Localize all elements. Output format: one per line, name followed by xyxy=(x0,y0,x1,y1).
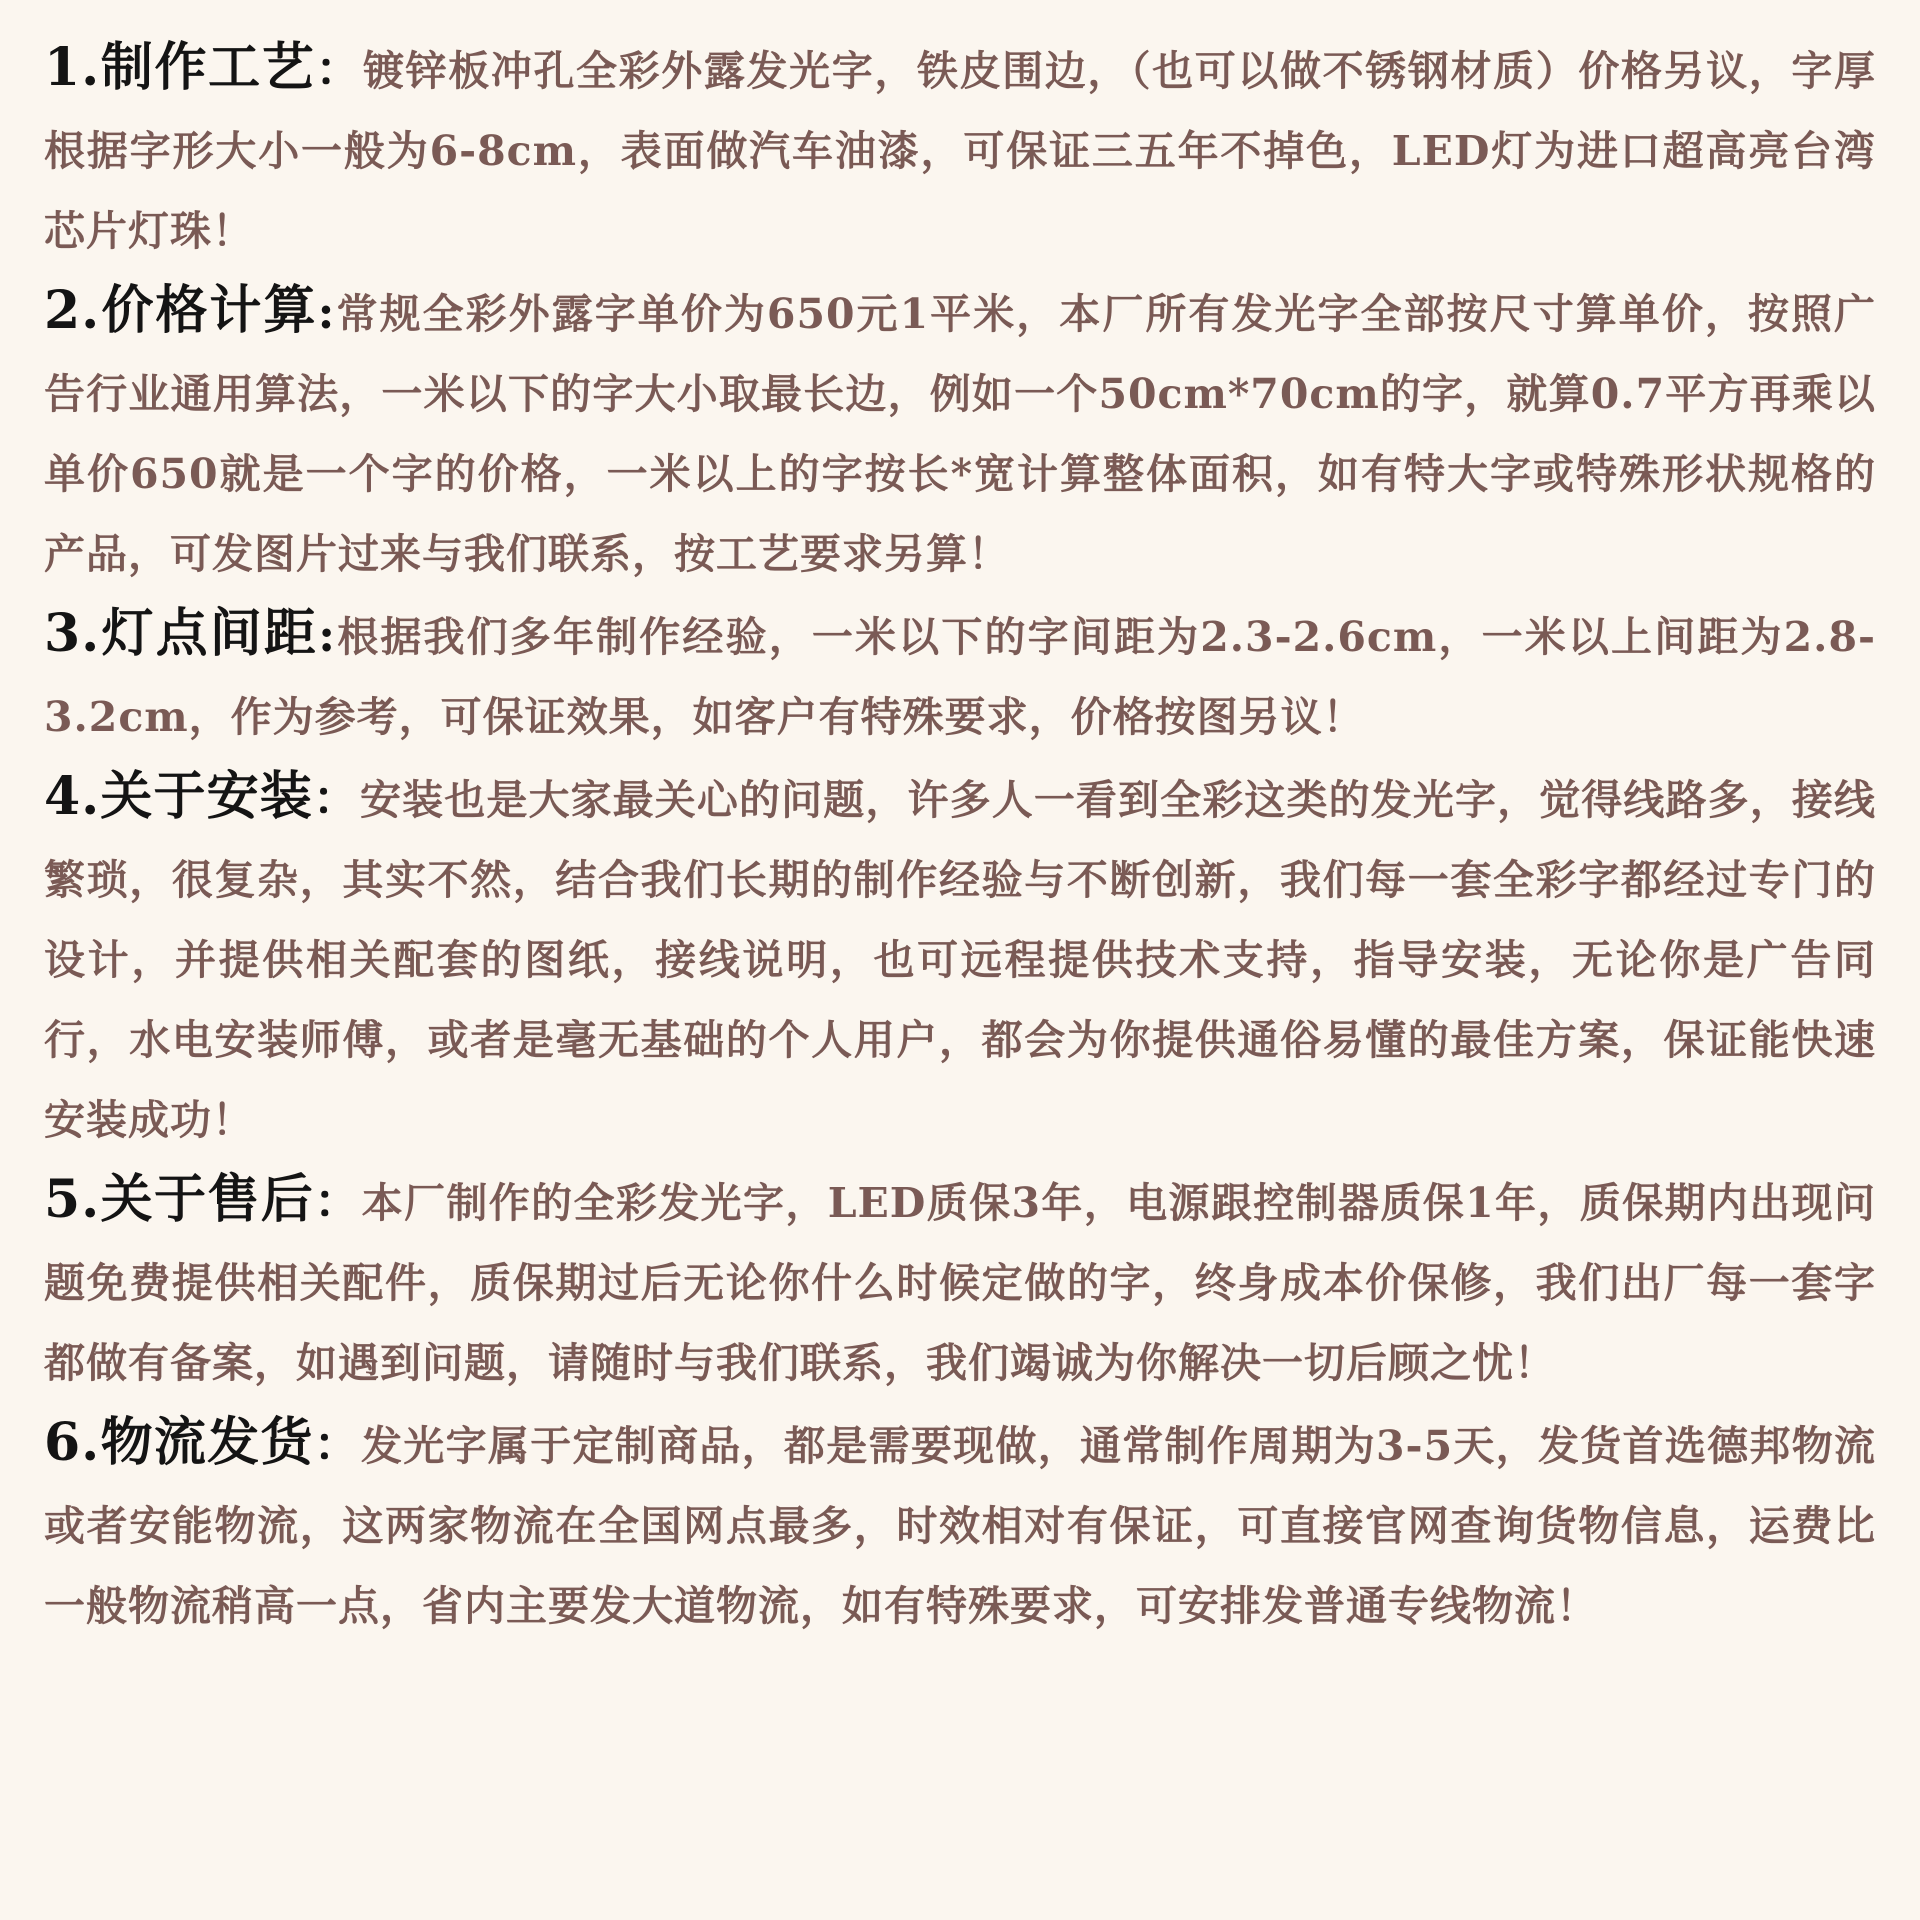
section-body: 安装也是大家最关心的问题，许多人一看到全彩这类的发光字，觉得线路多，接线繁琐，很复杂，其实不然，结合我们长期的制作经验与不断创新，我们每一套全彩字都经过专门的设计，并提供相关配套的图纸，接线说明，也可远程提供技术支持，指导安装，无论你是广告同行，水电安装师傅，或者是毫无基础的个人用户，都会为你提供通俗易懂的最佳方案，保证能快速安装成功！ xyxy=(44,776,1876,1144)
heading-colon: ： xyxy=(312,771,360,825)
section-body: 本厂制作的全彩发光字，LED质保3年，电源跟控制器质保1年，质保期内出现问题免费提供相关配件，质保期过后无论你什么时候定做的字，终身成本价保修，我们出厂每一套字都做有备案，如遇到问题，请随时与我们联系，我们竭诚为你解决一切后顾之忧！ xyxy=(44,1179,1877,1387)
section-production-process xyxy=(44,28,1876,271)
section-after-sales xyxy=(44,1160,1876,1403)
section-light-spacing xyxy=(44,594,1876,757)
section-body: 根据我们多年制作经验，一米以下的字间距为2.3-2.6cm，一米以上间距为2.8-3.2cm，作为参考，可保证效果，如客户有特殊要求，价格按图另议！ xyxy=(44,613,1876,741)
section-body: 常规全彩外露字单价为650元1平米，本厂所有发光字全部按尺寸算单价，按照广告行业通用算法，一米以下的字大小取最长边，例如一个50cm*70cm的字，就算0.7平方再乘以单价650就是一个字的价格，一米以上的字按长*宽计算整体面积，如有特大字或特殊形状规格的产品，可发图片过来与我们联系，按工艺要求另算！ xyxy=(44,290,1877,578)
section-body: 发光字属于定制商品，都是需要现做，通常制作周期为3-5天，发货首选德邦物流或者安能物流，这两家物流在全国网点最多，时效相对有保证，可直接官网查询货物信息，运费比一般物流稍高一点，省内主要发大道物流，如有特殊要求，可安排发普通专线物流！ xyxy=(44,1422,1876,1630)
section-heading: 6.物流发货 xyxy=(44,1412,314,1473)
section-heading: 2.价格计算 xyxy=(44,280,318,341)
heading-colon: : xyxy=(317,285,336,339)
section-logistics xyxy=(44,1403,1876,1646)
section-heading: 3.灯点间距 xyxy=(44,603,319,664)
document-page xyxy=(44,28,1876,1646)
section-heading: 5.关于售后 xyxy=(44,1169,315,1230)
heading-colon: ： xyxy=(315,42,363,96)
section-price-calculation xyxy=(44,271,1876,594)
section-body: 镀锌板冲孔全彩外露发光字，铁皮围边，（也可以做不锈钢材质）价格另议，字厚根据字形大小一般为6-8cm，表面做汽车油漆，可保证三五年不掉色，LED灯为进口超高亮台湾芯片灯珠！ xyxy=(44,47,1876,255)
heading-colon: : xyxy=(318,608,337,662)
section-installation xyxy=(44,757,1876,1160)
heading-colon: ： xyxy=(313,1417,362,1471)
section-heading: 1.制作工艺 xyxy=(44,37,316,98)
heading-colon: ： xyxy=(314,1174,362,1228)
section-heading: 4.关于安装 xyxy=(44,766,313,827)
